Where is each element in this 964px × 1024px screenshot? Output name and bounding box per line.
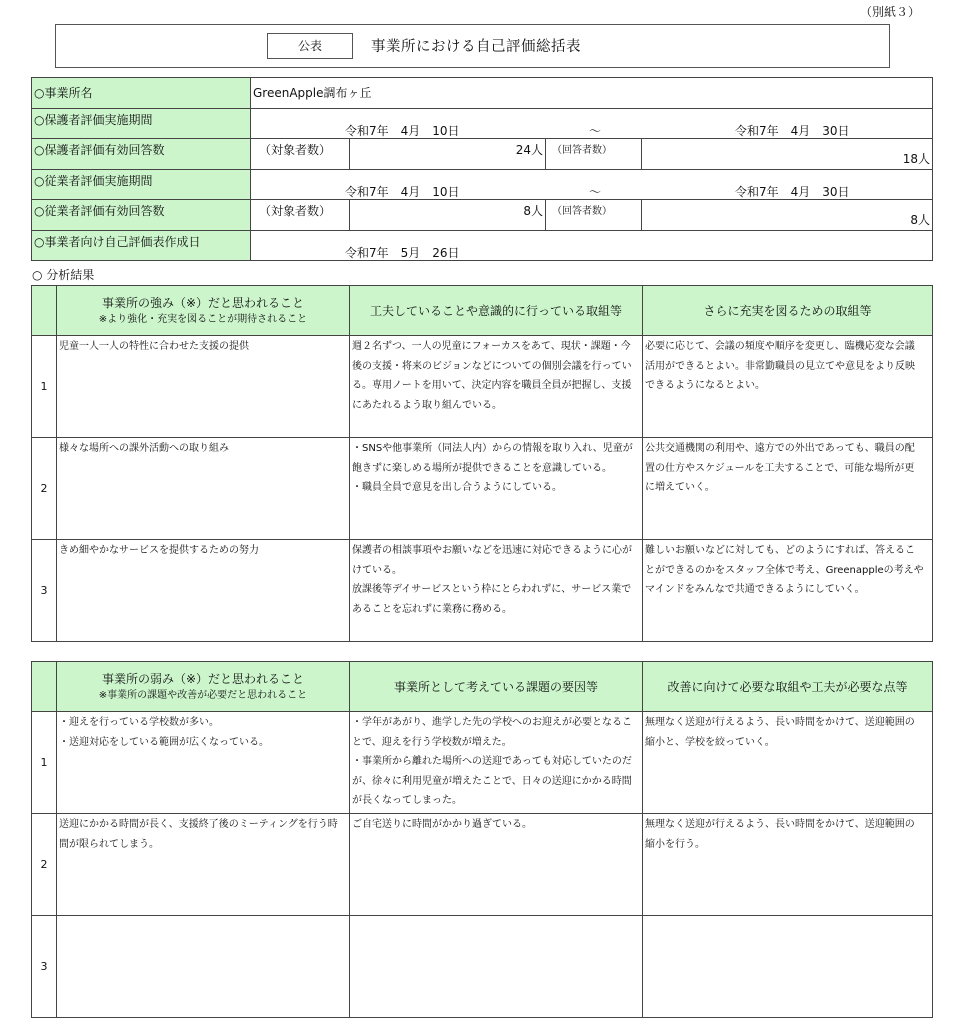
cell-text-line: る。専用ノートを用いて、決定内容を職員全員が把握し、支援 xyxy=(352,380,632,391)
cell-c3 xyxy=(643,712,933,814)
created-date-cell xyxy=(251,230,933,261)
cell-c1 xyxy=(57,540,350,642)
cell-c1 xyxy=(57,438,350,540)
guardian-resp-count-label: （回答者数） xyxy=(546,139,642,170)
cell-text-line: できるようになるとよい。 xyxy=(645,380,765,391)
cell-text-line: ・事業所から離れた場所への送迎であっても対応していたのだ xyxy=(352,756,632,767)
row-number: 2 xyxy=(32,438,57,540)
cell-text-line: 置の仕方やスケジュールを工夫することで、可能な場所が更 xyxy=(645,462,915,474)
page-title: 事業所における自己評価総括表 xyxy=(371,39,581,55)
cell-text-line: 飽きずに楽しめる場所が提供できることを意識している。 xyxy=(352,462,612,474)
staff-period-end: 令和7年 4月 30日 xyxy=(735,184,850,199)
cell-text-line: けている。 xyxy=(352,564,402,576)
cell-text-line: 放課後等デイサービスという枠にとらわれずに、サービス業で xyxy=(352,584,632,595)
strengths-col1-note: ※より強化・充実を図ることが期待されること xyxy=(98,314,308,325)
strengths-col1-title: 事業所の強み（※）だと思われること xyxy=(101,296,305,310)
table-row xyxy=(32,916,933,1018)
cell-text-line: とができるのかをスタッフ全体で考え、Greenappleの考えや xyxy=(645,564,924,576)
office-name: GreenApple調布ヶ丘 xyxy=(251,78,933,109)
weaknesses-table xyxy=(31,661,933,1018)
cell-c3 xyxy=(643,336,933,438)
table-row xyxy=(32,712,933,814)
cell-text-line: 間が限られてしまう。 xyxy=(59,838,159,850)
staff-period-sep: ～ xyxy=(589,184,602,199)
cell-text-line: ご自宅送りに時間がかかり過ぎている。 xyxy=(352,819,532,830)
strengths-num-header xyxy=(32,286,57,336)
cell-text-line: に増えていく。 xyxy=(645,482,715,493)
cell-c3 xyxy=(643,438,933,540)
staff-resp-count-label: （回答者数） xyxy=(546,200,642,231)
staff-target-label: （対象者数） xyxy=(251,200,350,231)
cell-text-line: 児童一人一人の特性に合わせた支援の提供 xyxy=(59,341,249,352)
cell-c2 xyxy=(350,540,643,642)
guardian-period-end: 令和7年 4月 30日 xyxy=(735,123,850,138)
staff-resp-count: 8人 xyxy=(642,200,933,231)
staff-period-start: 令和7年 4月 10日 xyxy=(345,184,460,199)
cell-text-line: 必要に応じて、会議の頻度や順序を変更し、臨機応変な会議 xyxy=(645,341,915,352)
title-box xyxy=(55,24,890,68)
cell-text-line: 無理なく送迎が行えるよう、長い時間をかけて、送迎範囲の xyxy=(645,819,915,830)
public-label: 公表 xyxy=(267,33,353,59)
cell-text-line: 無理なく送迎が行えるよう、長い時間をかけて、送迎範囲の xyxy=(645,717,915,728)
cell-c2 xyxy=(350,438,643,540)
strengths-col1-header xyxy=(57,286,350,336)
row-number: 1 xyxy=(32,336,57,438)
cell-c2 xyxy=(350,916,643,1018)
cell-text-line: ・学年があがり、進学した先の学校へのお迎えが必要となるこ xyxy=(352,717,632,728)
cell-c3 xyxy=(643,916,933,1018)
table-row xyxy=(32,336,933,438)
cell-c2 xyxy=(350,814,643,916)
row-number: 3 xyxy=(32,916,57,1018)
cell-text-line: 後の支援・将来のビジョンなどについての個別会議を行ってい xyxy=(352,360,632,372)
cell-text-line: 縮小を行う。 xyxy=(645,838,705,850)
cell-text-line: あることを忘れずに業務に務める。 xyxy=(352,603,512,615)
cell-text-line: マインドをみんなで共通できるようにしていく。 xyxy=(645,584,865,595)
table-row xyxy=(32,814,933,916)
cell-text-line: ・送迎対応をしている範囲が広くなっている。 xyxy=(59,736,269,748)
appendix-label: （別紙３） xyxy=(859,5,920,19)
row-number: 1 xyxy=(32,712,57,814)
staff-resp-label: ○従業者評価有効回答数 xyxy=(32,200,251,231)
weaknesses-col1-title: 事業所の弱み（※）だと思われること xyxy=(101,672,305,686)
cell-c1 xyxy=(57,814,350,916)
cell-text-line: 公共交通機関の利用や、遠方での外出であっても、職員の配 xyxy=(645,443,915,454)
strengths-table xyxy=(31,285,933,642)
cell-text-line: 難しいお願いなどに対しても、どのようにすれば、答えるこ xyxy=(645,545,915,556)
staff-period-label: ○従業者評価実施期間 xyxy=(32,169,251,200)
guardian-resp-label: ○保護者評価有効回答数 xyxy=(32,139,251,170)
cell-text-line: きめ細やかなサービスを提供するための努力 xyxy=(59,545,259,556)
cell-c2 xyxy=(350,712,643,814)
cell-text-line: ・SNSや他事業所（同法人内）からの情報を取り入れ、児童が xyxy=(352,443,633,454)
cell-text-line: にあたれるよう取り組んでいる。 xyxy=(352,399,502,411)
created-date: 令和7年 5月 26日 xyxy=(345,245,460,260)
staff-period xyxy=(251,169,933,200)
cell-c3 xyxy=(643,540,933,642)
cell-text-line: 様々な場所への課外活動への取り組み xyxy=(59,443,229,454)
cell-text-line: 縮小と、学校を絞っていく。 xyxy=(645,736,775,748)
info-table xyxy=(31,77,933,261)
weaknesses-num-header xyxy=(32,662,57,712)
guardian-period-label: ○保護者評価実施期間 xyxy=(32,108,251,139)
cell-text-line: 週２名ずつ、一人の児童にフォーカスをあて、現状・課題・今 xyxy=(352,341,631,352)
guardian-target-count: 24人 xyxy=(350,139,546,170)
guardian-target-label: （対象者数） xyxy=(251,139,350,170)
guardian-period xyxy=(251,108,933,139)
weaknesses-col3-header: 改善に向けて必要な取組や工夫が必要な点等 xyxy=(643,662,933,712)
cell-c1 xyxy=(57,712,350,814)
created-date-label: ○事業者向け自己評価表作成日 xyxy=(32,230,251,261)
weaknesses-col2-header: 事業所として考えている課題の要因等 xyxy=(350,662,643,712)
table-row xyxy=(32,540,933,642)
cell-text-line: 保護者の相談事項やお願いなどを迅速に対応できるように心が xyxy=(352,545,632,556)
cell-c1 xyxy=(57,336,350,438)
row-number: 3 xyxy=(32,540,57,642)
cell-c3 xyxy=(643,814,933,916)
strengths-col2-header: 工夫していることや意識的に行っている取組等 xyxy=(350,286,643,336)
cell-text-line: 活用ができるとよい。非常勤職員の見立てや意見をより反映 xyxy=(645,360,915,372)
guardian-resp-count: 18人 xyxy=(642,139,933,170)
cell-text-line: ・職員全員で意見を出し合うようにしている。 xyxy=(352,482,562,493)
cell-c2 xyxy=(350,336,643,438)
cell-text-line: が長くなってしまった。 xyxy=(352,795,462,806)
cell-text-line: 送迎にかかる時間が長く、支援終了後のミーティングを行う時 xyxy=(59,819,338,830)
cell-text-line: とで、迎えを行う学校数が増えた。 xyxy=(352,736,512,748)
weaknesses-col1-header xyxy=(57,662,350,712)
cell-text-line: が、徐々に利用児童が増えたことで、日々の送迎にかかる時間 xyxy=(352,775,632,787)
office-name-label: ○事業所名 xyxy=(32,78,251,109)
weaknesses-col1-note: ※事業所の課題や改善が必要だと思われること xyxy=(98,690,308,701)
guardian-period-sep: ～ xyxy=(589,123,602,138)
table-row xyxy=(32,438,933,540)
analysis-label: ○ 分析結果 xyxy=(32,268,95,282)
staff-target-count: 8人 xyxy=(350,200,546,231)
row-number: 2 xyxy=(32,814,57,916)
cell-c1 xyxy=(57,916,350,1018)
cell-text-line: ・迎えを行っている学校数が多い。 xyxy=(59,717,219,728)
guardian-period-start: 令和7年 4月 10日 xyxy=(345,123,460,138)
strengths-col3-header: さらに充実を図るための取組等 xyxy=(643,286,933,336)
